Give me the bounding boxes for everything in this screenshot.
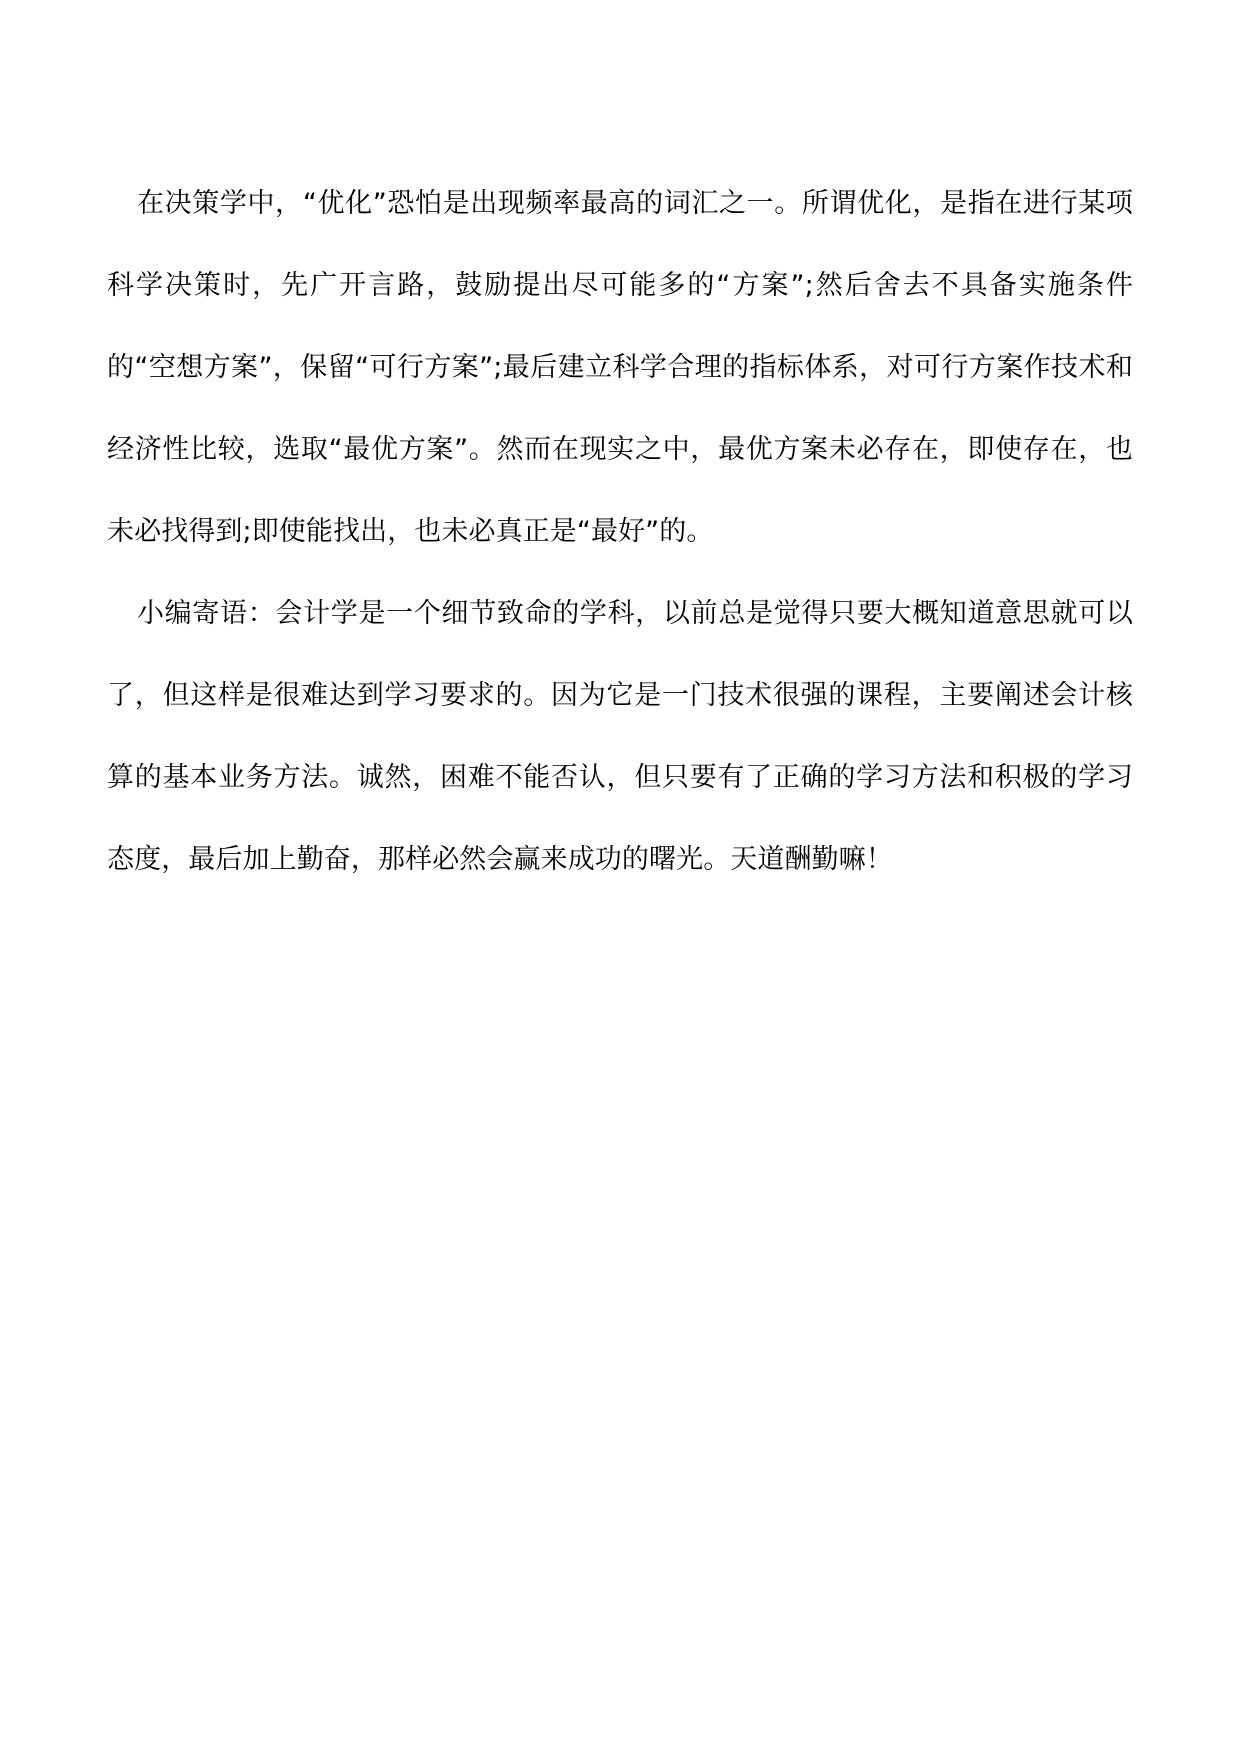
paragraph-optimization: 在决策学中，“优化”恐怕是出现频率最高的词汇之一。所谓优化，是指在进行某项科学决策时，先广开言路，鼓励提出尽可能多的“方案”;然后舍去不具备实施条件的“空想方案”，保留“可行方案”;最后建立科学合理的指标体系，对可行方案作技术和经济性比较，选取“最优方案”。然而在现实之中，最优方案未必存在，即使存在，也未必找得到;即使能找出，也未必真正是“最好”的。 xyxy=(107,188,1133,547)
paragraph-editor-note: 小编寄语：会计学是一个细节致命的学科，以前总是觉得只要大概知道意思就可以了，但这样是很难达到学习要求的。因为它是一门技术很强的课程，主要阐述会计核算的基本业务方法。诚然，困难不能否认，但只要有了正确的学习方法和积极的学习态度，最后加上勤奋，那样必然会赢来成功的曙光。天道酬勤嘛！ xyxy=(107,598,1133,875)
document-body xyxy=(107,163,1133,901)
